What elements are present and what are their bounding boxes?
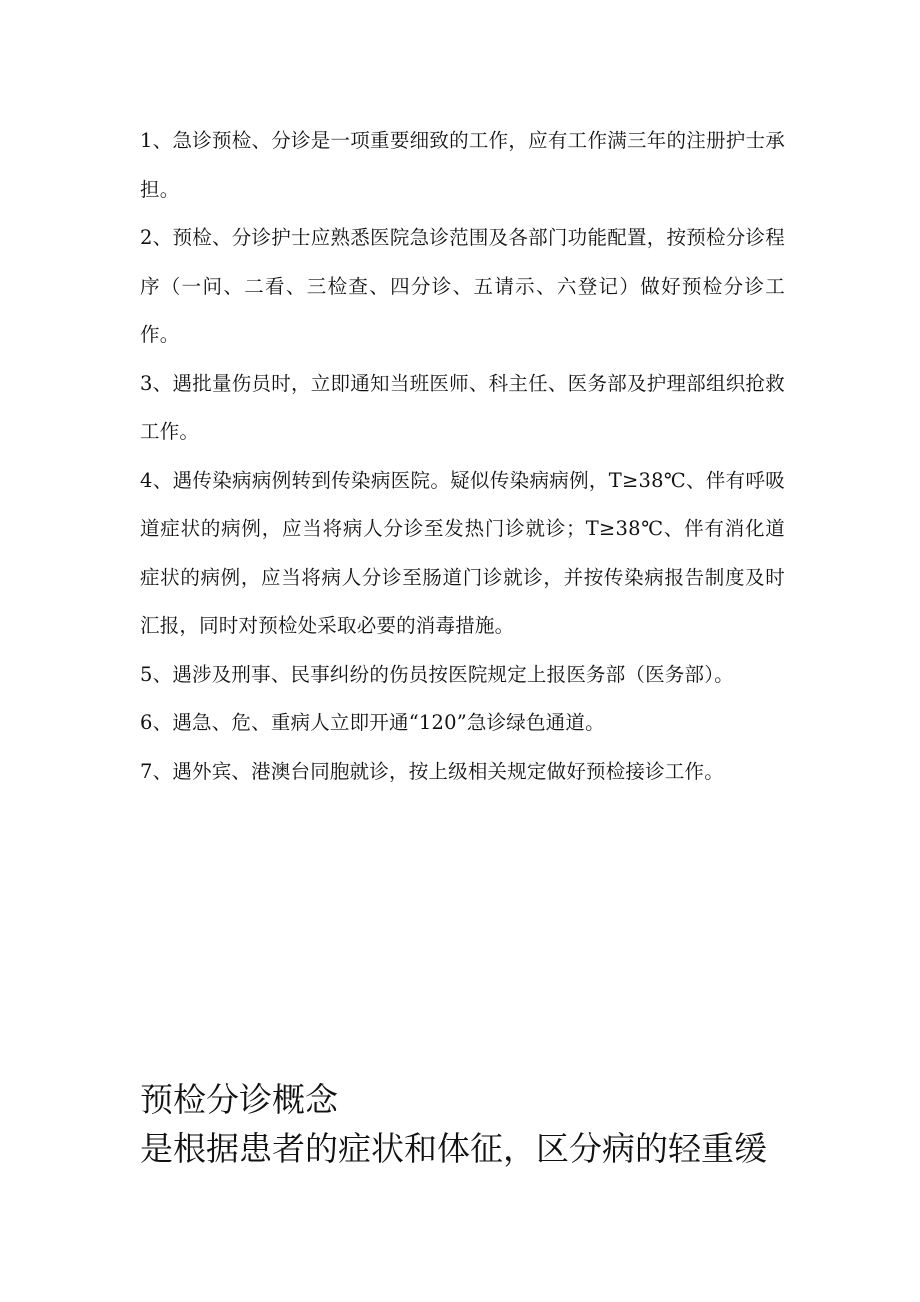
rule-text: 遇批量伤员时，立即通知当班医师、科主任、医务部及护理部组织抢救工作。 bbox=[140, 371, 785, 443]
rule-number: 7、 bbox=[140, 759, 173, 783]
rule-item-5 bbox=[140, 651, 785, 700]
rule-number: 1、 bbox=[140, 129, 173, 152]
rule-number: 2、 bbox=[140, 226, 173, 249]
rule-item-7 bbox=[140, 748, 785, 797]
rule-item-4 bbox=[140, 457, 785, 651]
rules-list bbox=[140, 117, 785, 796]
rule-text: 预检、分诊护士应熟悉医院急诊范围及各部门功能配置，按预检分诊程序（一问、二看、三检查、四分诊、五请示、六登记）做好预检分诊工作。 bbox=[140, 226, 785, 346]
rule-text: 遇急、危、重病人立即开通“120”急诊绿色通道。 bbox=[172, 711, 605, 734]
rule-item-2 bbox=[140, 214, 785, 360]
rule-number: 6、 bbox=[140, 711, 173, 734]
rule-number: 3、 bbox=[140, 371, 173, 395]
rule-text: 遇传染病病例转到传染病医院。疑似传染病病例，T≥38℃、伴有呼吸道症状的病例，应当将病人分诊至发热门诊就诊；T≥38℃、伴有消化道症状的病例，应当将病人分诊至肠道门诊就诊，并按传染病报告制度及时汇报，同时对预检处采取必要的消毒措施。 bbox=[140, 468, 785, 637]
rule-item-3 bbox=[140, 360, 785, 457]
rule-number: 5、 bbox=[140, 662, 173, 686]
rule-item-1 bbox=[140, 117, 785, 214]
rule-text: 遇外宾、港澳台同胞就诊，按上级相关规定做好预检接诊工作。 bbox=[172, 759, 724, 783]
concept-title: 预检分诊概念 bbox=[140, 1080, 338, 1119]
rule-number: 4、 bbox=[140, 468, 173, 492]
rule-item-6 bbox=[140, 699, 785, 748]
concept-body: 是根据患者的症状和体征，区分病的轻重缓 bbox=[140, 1129, 767, 1168]
rule-text: 遇涉及刑事、民事纠纷的伤员按医院规定上报医务部（医务部）。 bbox=[172, 662, 734, 686]
rule-text: 急诊预检、分诊是一项重要细致的工作，应有工作满三年的注册护士承担。 bbox=[140, 129, 785, 201]
